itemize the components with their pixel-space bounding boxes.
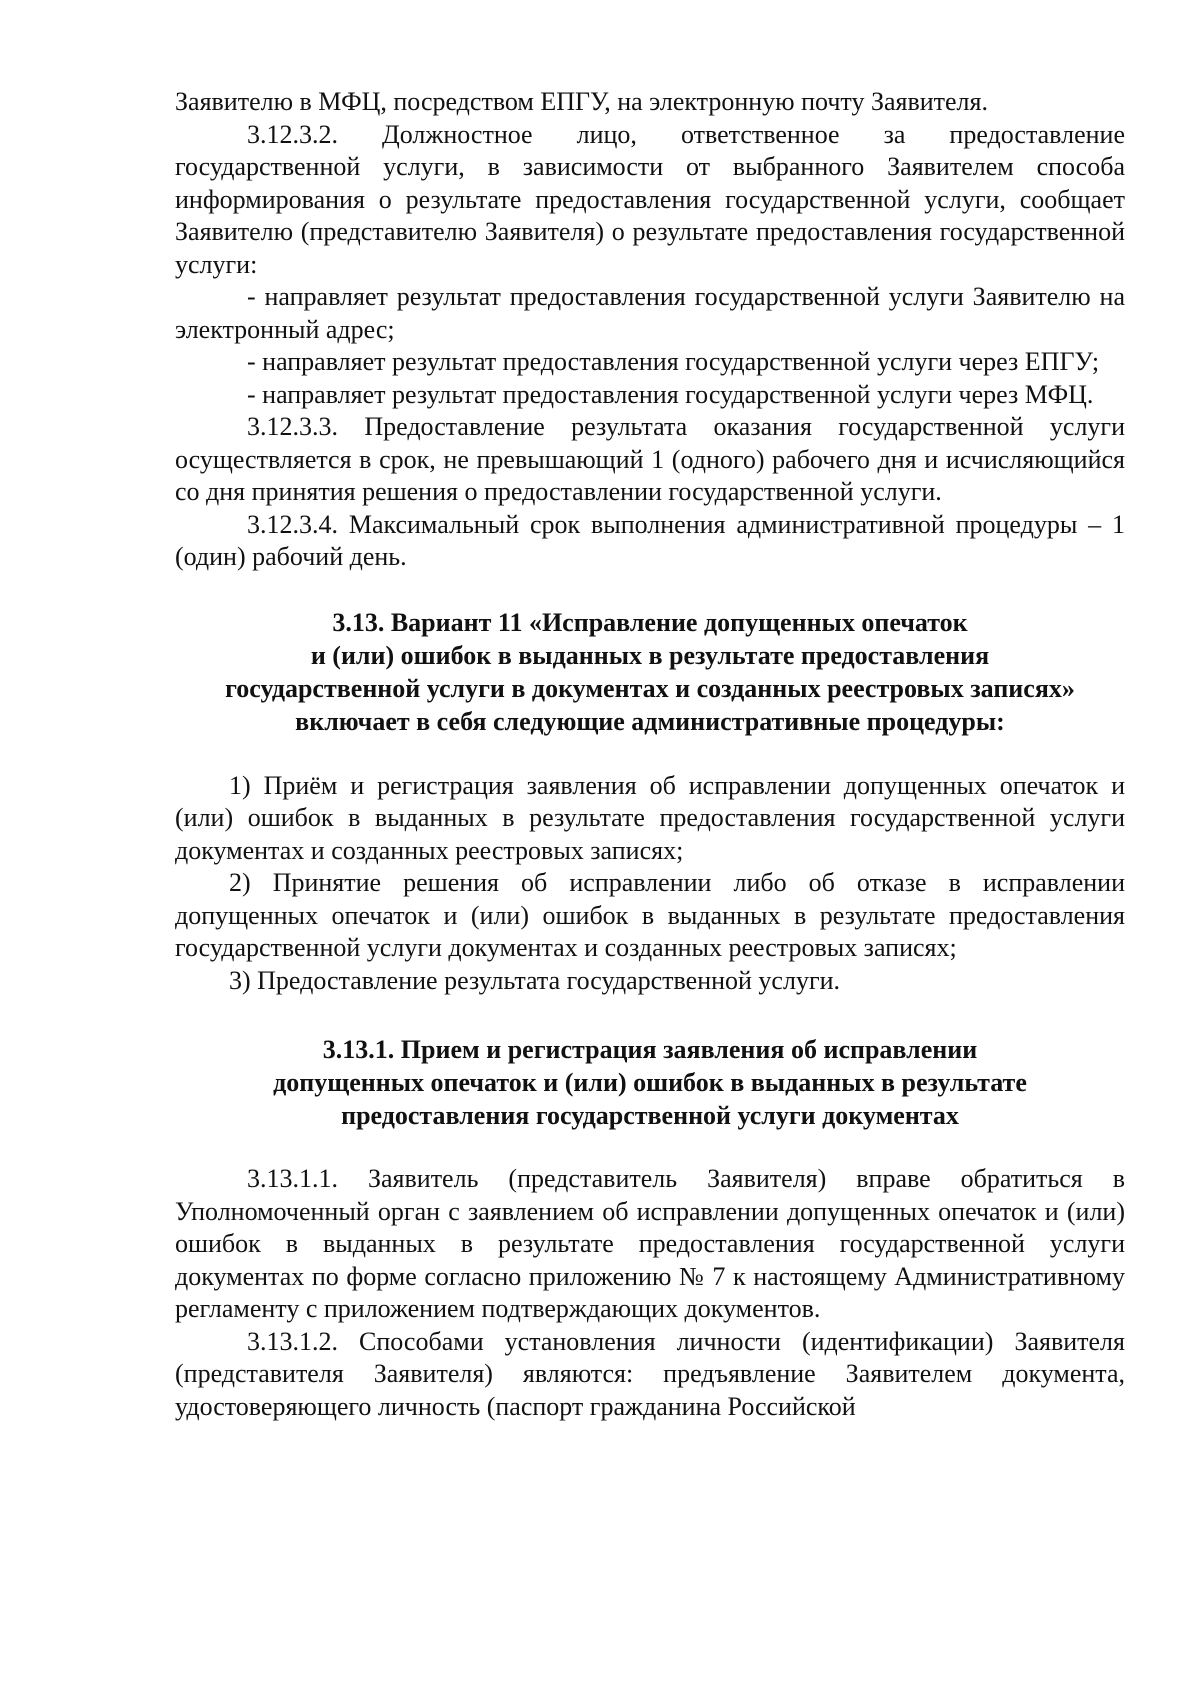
- heading-line: 3.13.1. Прием и регистрация заявления об исправлении: [322, 1035, 978, 1064]
- paragraph-3-12-3-2: 3.12.3.2. Должностное лицо, ответственное за предоставление государственной услуги, в зависимости от выбранного Заявителем способа информирования о результате предоставления государственной услуги, сообщает Заявителю (представителю Заявителя) о результате предоставления государственной услуги:: [175, 119, 1125, 279]
- paragraph-continuation: Заявителю в МФЦ, посредством ЕПГУ, на электронную почту Заявителя.: [175, 87, 988, 116]
- heading-line: включает в себя следующие административные процедуры:: [295, 706, 1005, 736]
- paragraph-3-13-1-2: 3.13.1.2. Способами установления личности (идентификации) Заявителя (представителя Заявителя) являются: предъявление Заявителем документа, удостоверяющего личность (паспорт гражданина Российской: [175, 1326, 1125, 1421]
- list-dash-item-epgu: - направляет результат предоставления государственной услуги через ЕПГУ;: [247, 347, 1100, 376]
- list-dash-item-mfc: - направляет результат предоставления государственной услуги через МФЦ.: [247, 379, 1094, 409]
- paragraph-3-13-1-1: 3.13.1.1. Заявитель (представитель Заявителя) вправе обратиться в Уполномоченный орган с заявлением об исправлении допущенных опечаток и (или) ошибок в выданных в результате предоставления государственной услуги документах по форме согласно приложению № 7 к настоящему Административному регламенту с приложением подтверждающих документов.: [175, 1164, 1125, 1323]
- heading-line: государственной услуги в документах и созданных реестровых записях»: [225, 673, 1075, 703]
- section-heading-3-13-1: [175, 1033, 1125, 1132]
- paragraph-3-12-3-3: 3.12.3.3. Предоставление результата оказания государственной услуги осуществляется в срок, не превышающий 1 (одного) рабочего дня и исчисляющийся со дня принятия решения о предоставлении государственной услуги.: [175, 412, 1125, 506]
- heading-line: и (или) ошибок в выданных в результате предоставления: [310, 640, 990, 670]
- heading-line: предоставления государственной услуги документах: [341, 1101, 959, 1130]
- list-dash-item-email: - направляет результат предоставления государственной услуги Заявителю на электронный адрес;: [175, 282, 1125, 344]
- section-heading-3-13: [175, 606, 1125, 738]
- paragraph-3-12-3-4: 3.12.3.4. Максимальный срок выполнения административной процедуры – 1 (один) рабочий день.: [175, 509, 1125, 571]
- numbered-list-item-2: 2) Принятие решения об исправлении либо об отказе в исправлении допущенных опечаток и (или) ошибок в выданных в результате предоставления государственной услуги документах и созданных реестровых записях;: [175, 868, 1125, 962]
- document-body: [175, 86, 1125, 1423]
- heading-line: 3.13. Вариант 11 «Исправление допущенных опечаток: [332, 607, 968, 637]
- heading-line: допущенных опечаток и (или) ошибок в выданных в результате: [273, 1068, 1027, 1097]
- numbered-list-item-3: 3) Предоставление результата государственной услуги.: [229, 965, 841, 995]
- numbered-list-item-1: 1) Приём и регистрация заявления об исправлении допущенных опечаток и (или) ошибок в выданных в результате предоставления государственной услуги документах и созданных реестровых записях;: [175, 770, 1125, 865]
